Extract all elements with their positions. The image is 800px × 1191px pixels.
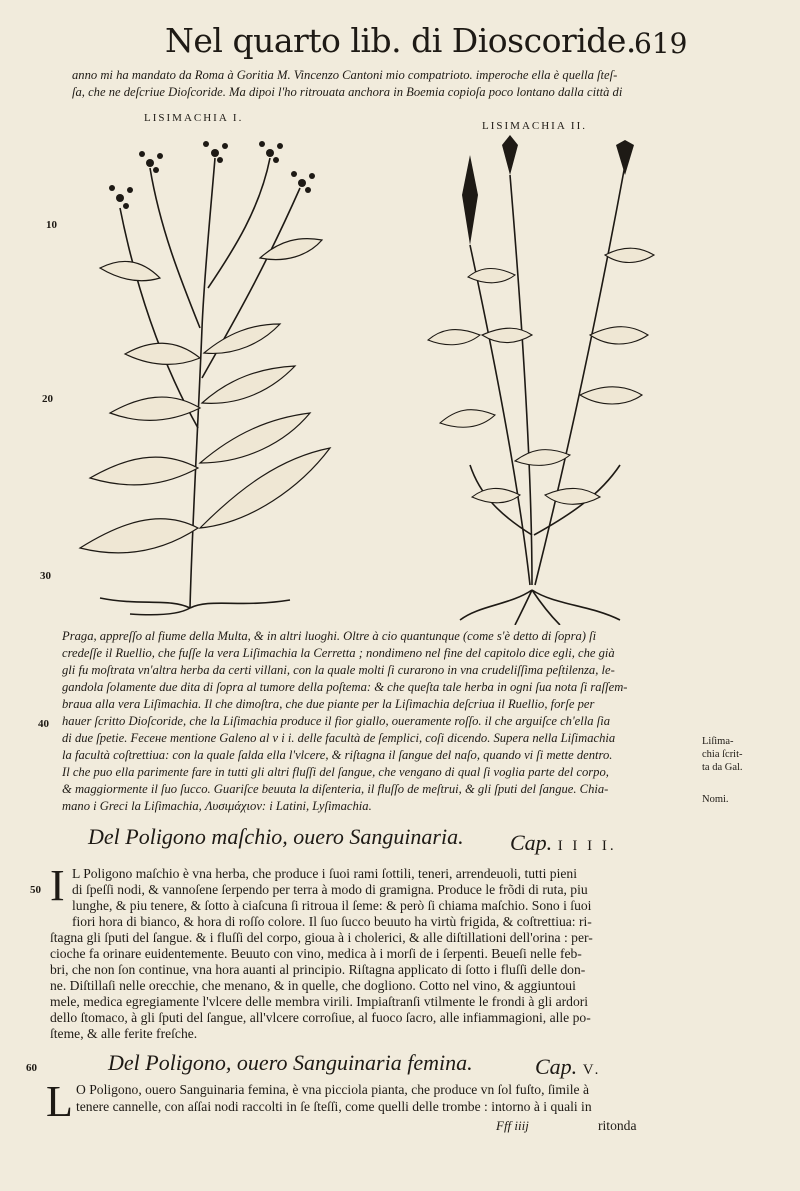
chapter-4-line: mele, medica egregiamente l'vlcere delle membra virili. Impiaſtranſi vtilmente le frondi à gli ardori <box>50 994 589 1009</box>
running-head: Nel quarto lib. di Dioscoride. <box>165 21 636 60</box>
commentary-line: mano i Greci la Liſimachia, Λυσιμάχιον: i Latini, Lyſimachia. <box>62 799 372 813</box>
signature-mark: Fff iiij <box>496 1118 529 1133</box>
side-note-nomi: Nomi. <box>702 794 729 805</box>
chapter-4-line: dello ſtomaco, à gli ſputi del ſangue, all'vlcere corroſiue, al fuoco ſacro, alle infiammagioni, alle po- <box>50 1010 591 1025</box>
drop-cap: I <box>50 861 65 910</box>
commentary-line: la facultà coſtrettiua: con la quale ſalda ella l'vlcere, & riſtagna il ſangue del naſo, quando vi ſi mette dentro. <box>62 748 613 762</box>
chapter-5-line: tenere cannelle, con aſſai nodi raccolti in ſe ſteſſi, come quelli delle trombe : intorno à i quali in <box>76 1099 592 1114</box>
commentary-line: Il che puo ella parimente fare in tutti gli altri fluſſi del ſangue, che vengano di qual ſi voglia parte del corpo, <box>62 765 609 779</box>
side-note-line: ta da Gal. <box>702 762 743 773</box>
commentary-line: credeſſe il Ruellio, che fuſſe la vera Liſimachia la Cerretta ; nondimeno nel fine del capitolo dice egli, che già <box>62 646 615 660</box>
cap-number: I I I I. <box>557 838 617 854</box>
chapter-4-line: L Poligono maſchio è vna herba, che produce i ſuoi rami ſottili, teneri, arrendeuoli, tutti pieni <box>72 866 577 881</box>
woodcut-lisimachia-2 <box>420 135 670 625</box>
cap-label: Cap. <box>535 1054 578 1079</box>
chapter-4-line: bri, che non ſon continue, vna hora auanti al principio. Riſtagna applicato di ſotto i fluſſi delle don- <box>50 962 586 977</box>
margin-number: 30 <box>40 570 51 582</box>
catchword: ritonda <box>598 1118 637 1133</box>
chapter-4-line: di ſpeſſi nodi, & vannoſene ſerpendo per terra à modo di gramigna. Produce le frõdi di ruta, piu <box>72 882 588 897</box>
cap-label: Cap. <box>510 830 553 855</box>
margin-number: 20 <box>42 393 53 405</box>
chapter-5-cap <box>535 1056 601 1078</box>
drop-cap: L <box>46 1077 73 1126</box>
page-number: 619 <box>634 27 688 60</box>
lisimachia-2-illustration <box>420 135 670 625</box>
chapter-5-title: Del Poligono, ouero Sanguinaria femina. <box>108 1050 473 1075</box>
commentary-line: braua alla vera Liſimachia. Il che dimoſtra, che due piante per la Liſimachia deſcriua il Ruellio, forſe per <box>62 697 595 711</box>
chapter-4-line: fiori hora di bianco, & hora di roſſo colore. Il ſuo ſucco beuuto ha virtù frigida, & coſtrettiua: ri- <box>72 914 592 929</box>
commentary-line: gli fu moſtrata vn'altra herba da certi villani, con la quale molti ſi curarono in vna crudeliſſima peſtilenza, le- <box>62 663 615 677</box>
chapter-4-line: cioche fa orinare euidentemente. Beuuto con vino, medica à i morſi de i ſerpenti. Beueſi nelle feb- <box>50 946 582 961</box>
commentary-line: di due ſpetie. Feceне mentione Galeno al v i i. delle facultà de ſemplici, coſi dicendo. Supera nella Liſimachia <box>62 731 616 745</box>
commentary-line: gandola ſolamente due dita di ſopra al tumore della poſtema: & che queſta tale herba in ogni ſua nota ſi raſſem- <box>62 680 628 694</box>
side-note-line: Liſima- <box>702 736 734 747</box>
chapter-4-line: lunghe, & piu tenere, & ſotto à ciaſcuna ſi ritroua il ſeme: & però ſi chiama maſchio. Sono i ſuoi <box>72 898 592 913</box>
margin-number: 50 <box>30 884 41 896</box>
margin-number: 40 <box>38 718 49 730</box>
chapter-4-line: ſtagna gli ſputi del ſangue. & i fluſſi del corpo, gioua à i cholerici, & alle diſtillationi dell'orina : per- <box>50 930 593 945</box>
top-line-1: anno mi ha mandato da Roma à Goritia M. Vincenzo Cantoni mio compatrioto. imperoche ella è quella ſteſ- <box>72 68 618 82</box>
side-note-line: chia ſcrit- <box>702 749 743 760</box>
woodcut-lisimachia-1 <box>60 128 360 618</box>
cap-number: V. <box>582 1062 602 1078</box>
margin-number: 60 <box>26 1062 37 1074</box>
commentary-line: hauer ſcritto Dioſcoride, che la Liſimachia produce il fior giallo, oueramente roſſo. il che arguiſce ch'ella ſia <box>62 714 610 728</box>
lisimachia-1-illustration <box>60 128 360 618</box>
top-line-2: ſa, che ne deſcriue Dioſcoride. Ma dipoi l'ho ritrouata anchora in Boemia copioſa poco lontano dalla città di <box>72 85 623 99</box>
commentary-line: & maggiormente il ſuo ſucco. Guariſce beuuta la diſenteria, il fluſſo de meſtrui, & gli ſputi del ſangue. Chia- <box>62 782 609 796</box>
side-note-lisimachia <box>702 735 743 774</box>
margin-number: 10 <box>46 219 57 231</box>
chapter-4-title: Del Poligono maſchio, ouero Sanguinaria. <box>88 824 464 849</box>
chapter-4-cap <box>510 832 617 854</box>
chapter-4-line: ne. Diſtillaſi nelle orecchie, che menano, & in quelle, che dogliono. Cotto nel vino, & aggiuntoui <box>50 978 576 993</box>
chapter-4-line: ſteme, & alle ferite freſche. <box>50 1026 198 1041</box>
figure-caption-left: LISIMACHIA I. <box>144 112 244 124</box>
chapter-5-line: O Poligono, ouero Sanguinaria femina, è vna picciola pianta, che produce vn ſol fuſto, ſimile à <box>76 1082 590 1097</box>
commentary-line: Praga, appreſſo al fiume della Multa, & in altri luoghi. Oltre à cio quantunque (come s'è detto di ſopra) ſi <box>62 629 597 643</box>
figure-caption-right: LISIMACHIA II. <box>482 120 587 132</box>
